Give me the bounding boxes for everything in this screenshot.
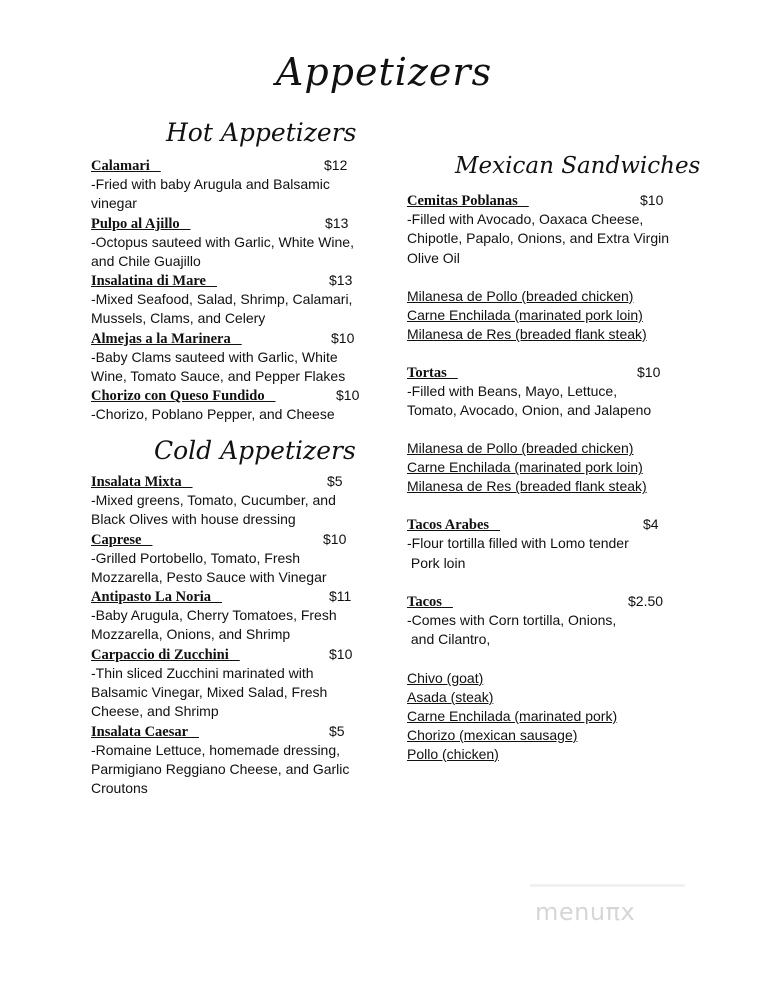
item-description: Parmigiano Reggiano Cheese, and Garlic [91, 760, 350, 777]
menu-item-antipasto-la-noria [91, 587, 391, 645]
item-price: $4 [643, 516, 659, 533]
item-price: $13 [325, 214, 349, 231]
menu-item-chorizo-con-queso-fundido [91, 386, 391, 424]
menu-item-calamari [91, 156, 391, 214]
item-description: vinegar [91, 195, 137, 212]
item-description: -Baby Arugula, Cherry Tomatoes, Fresh [91, 607, 337, 624]
menu-item-insalata-mixta [91, 472, 391, 530]
option-chorizo: Chorizo (mexican sausage) [407, 726, 578, 743]
item-description: -Thin sliced Zucchini marinated with [91, 664, 314, 681]
item-price: $10 [331, 329, 355, 346]
item-name: Chorizo con Queso Fundido [91, 388, 265, 405]
item-price: $10 [640, 192, 664, 208]
item-price: $13 [329, 272, 353, 289]
item-price: $10 [336, 387, 360, 404]
item-description: -Flour tortilla filled with Lomo tender [407, 535, 629, 552]
item-description: -Mixed Seafood, Salad, Shrimp, Calamari, [91, 291, 353, 308]
mexican-sandwiches-heading: Mexican Sandwiches [455, 153, 701, 179]
option-pollo: Pollo (chicken) [407, 745, 499, 762]
item-name: Almejas a la Marinera [91, 330, 231, 347]
menu-item-cemitas-poblanas [407, 191, 707, 363]
item-name: Cemitas Poblanas [407, 193, 518, 209]
menu-item-insalata-caesar [91, 722, 391, 799]
item-name: Tacos Arabes [407, 517, 490, 534]
item-description: -Mixed greens, Tomato, Cucumber, and [91, 492, 336, 508]
menu-item-insalatina-di-mare [91, 271, 391, 329]
option-carne-enchilada: Carne Enchilada (marinated pork loin) [407, 306, 643, 323]
option-milanesa-de-res: Milanesa de Res (breaded flank steak) [407, 478, 647, 495]
item-description: -Romaine Lettuce, homemade dressing, [91, 741, 341, 758]
menu-item-tortas [407, 363, 707, 516]
item-description: and Cilantro, [407, 631, 491, 648]
item-description: Croutons [91, 780, 148, 797]
cold-appetizers-heading: Cold Appetizers [154, 436, 356, 465]
item-description: Tomato, Avocado, Onion, and Jalapeno [407, 402, 652, 419]
menu-item-pulpo-al-ajillo [91, 214, 391, 272]
hot-appetizers-list [91, 156, 391, 425]
item-name: Tacos [407, 594, 442, 611]
item-name: Insalata Caesar [91, 723, 189, 740]
item-description: Mozzarella, Pesto Sauce with Vinegar [91, 568, 327, 585]
item-price: $10 [637, 363, 661, 380]
item-description: -Chorizo, Poblano Pepper, and Cheese [91, 406, 335, 423]
item-description: Balsamic Vinegar, Mixed Salad, Fresh [91, 684, 328, 701]
item-price: $5 [327, 473, 343, 489]
item-name: Insalatina di Mare [91, 273, 206, 290]
page-title: Appetizers [275, 50, 493, 94]
item-description: Chipotle, Papalo, Onions, and Extra Virgin [407, 230, 670, 247]
item-description: -Filled with Beans, Mayo, Lettuce, [407, 382, 618, 399]
item-price: $11 [329, 588, 352, 605]
watermark-bar [530, 884, 685, 887]
option-carne-enchilada: Carne Enchilada (marinated pork loin) [407, 459, 643, 476]
item-description: -Octopus sauteed with Garlic, White Wine, [91, 233, 354, 250]
menu-item-carpaccio-di-zucchini [91, 645, 391, 722]
option-milanesa-de-pollo: Milanesa de Pollo (breaded chicken) [407, 287, 634, 304]
item-description: Cheese, and Shrimp [91, 703, 219, 720]
item-price: $10 [323, 530, 347, 547]
item-name: Caprese [91, 531, 142, 548]
item-price: $10 [329, 645, 353, 662]
item-price: $12 [324, 157, 348, 173]
item-description: Olive Oil [407, 249, 460, 266]
item-name: Calamari [91, 158, 150, 174]
item-description: -Comes with Corn tortilla, Onions, [407, 612, 617, 629]
mexican-sandwiches-list [407, 191, 707, 764]
option-milanesa-de-res: Milanesa de Res (breaded flank steak) [407, 325, 647, 342]
option-milanesa-de-pollo: Milanesa de Pollo (breaded chicken) [407, 440, 634, 457]
item-name: Carpaccio di Zucchini [91, 646, 229, 663]
item-description: Pork loin [407, 554, 466, 571]
option-chivo: Chivo (goat) [407, 669, 484, 686]
option-carne-enchilada: Carne Enchilada (marinated pork) [407, 707, 618, 724]
item-name: Insalata Mixta [91, 474, 182, 490]
menu-item-tacos-arabes [407, 515, 707, 592]
menu-item-caprese [91, 530, 391, 588]
menu-item-tacos [407, 592, 707, 764]
item-description: Mozzarella, Onions, and Shrimp [91, 626, 291, 643]
item-description: and Chile Guajillo [91, 252, 201, 269]
menu-item-almejas-a-la-marinera [91, 329, 391, 387]
item-description: -Grilled Portobello, Tomato, Fresh [91, 549, 301, 566]
watermark-logo: menuπx [535, 898, 636, 926]
item-description: Wine, Tomato Sauce, and Pepper Flakes [91, 368, 346, 385]
item-description: -Baby Clams sauteed with Garlic, White [91, 348, 338, 365]
item-name: Tortas [407, 364, 447, 381]
item-name: Pulpo al Ajillo [91, 215, 180, 232]
item-price: $5 [329, 722, 345, 739]
item-description: Mussels, Clams, and Celery [91, 310, 266, 327]
item-description: -Filled with Avocado, Oaxaca Cheese, [407, 211, 644, 227]
item-price: $2.50 [628, 593, 664, 610]
item-name: Antipasto La Noria [91, 589, 212, 606]
item-description: -Fried with baby Arugula and Balsamic [91, 176, 330, 192]
option-asada: Asada (steak) [407, 688, 494, 705]
hot-appetizers-heading: Hot Appetizers [166, 118, 357, 147]
item-description: Black Olives with house dressing [91, 511, 296, 528]
cold-appetizers-list [91, 472, 391, 799]
